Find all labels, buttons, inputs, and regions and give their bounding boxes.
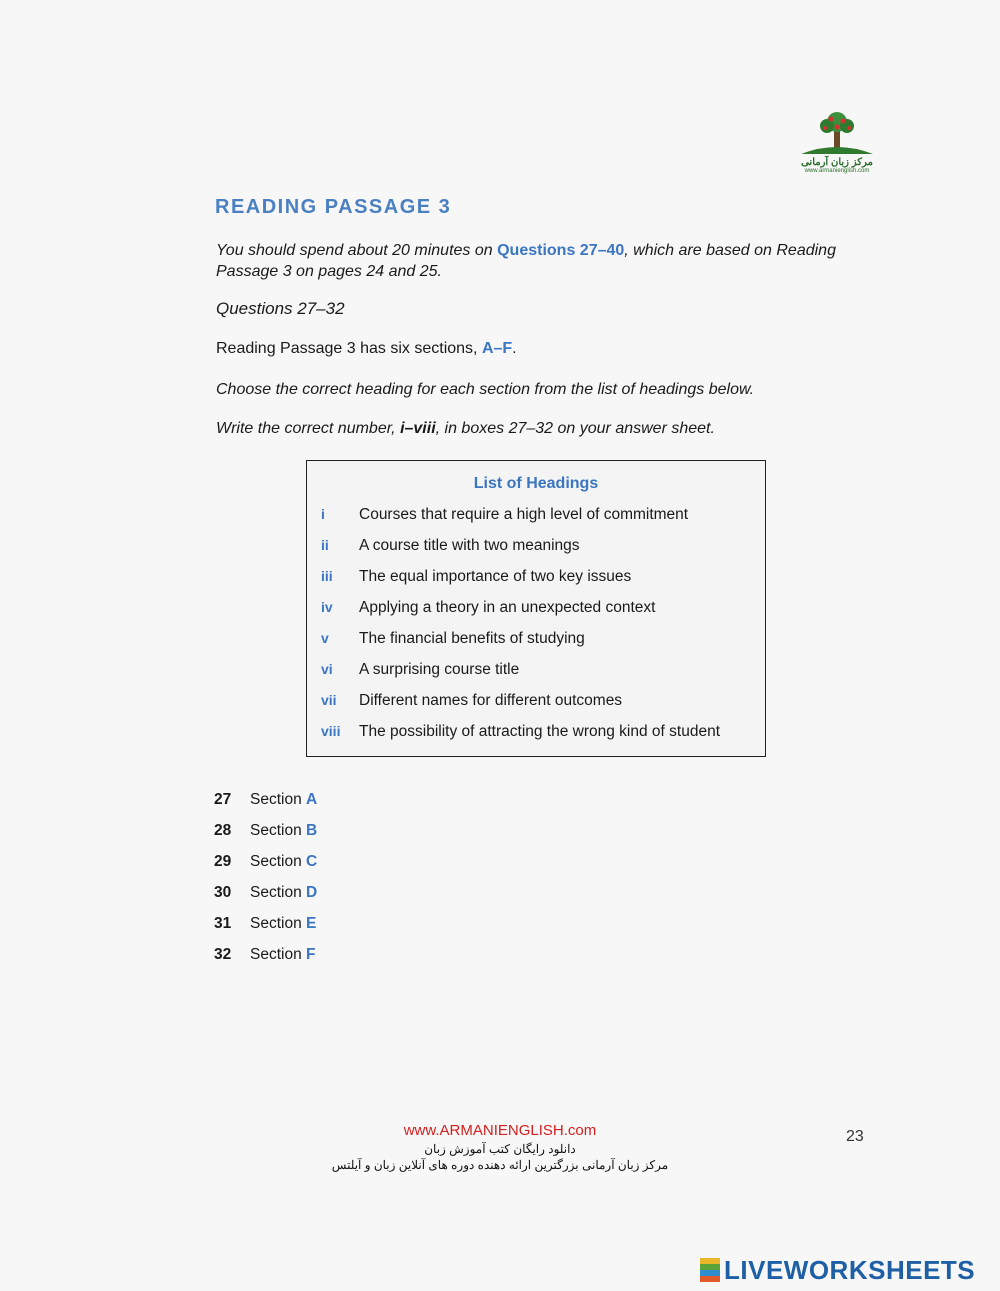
heading-num: iii: [321, 568, 333, 584]
heading-text: The equal importance of two key issues: [359, 568, 632, 585]
heading-text: Courses that require a high level of commitment: [359, 506, 689, 523]
tree-logo-icon: [797, 110, 877, 156]
heading-text: Different names for different outcomes: [359, 692, 623, 709]
question-letter: E: [306, 915, 317, 932]
intro-highlight: Questions 27–40: [497, 242, 625, 259]
intro-part2: , which are based on Reading Passage 3 on pages 24 and 25.: [216, 242, 836, 280]
question-letter: B: [306, 822, 318, 839]
passage-title: READING PASSAGE 3: [215, 196, 452, 218]
footer-url-link[interactable]: www.ARMANIENGLISH.com: [403, 1122, 597, 1139]
question-label: [250, 853, 317, 871]
question-label: [250, 822, 317, 840]
heading-num: v: [321, 630, 329, 646]
logo-name: مرکز زبان آرمانی: [801, 157, 873, 168]
heading-text: The possibility of attracting the wrong kind of student: [359, 723, 721, 740]
heading-text: The financial benefits of studying: [359, 630, 585, 647]
logo-url: www.armanienglish.com: [804, 168, 870, 174]
heading-item: [307, 661, 765, 685]
footer-line-1: دانلود رایگان کتب آموزش زبان: [424, 1142, 576, 1156]
brand-text: LIVEWORKSHEETS: [724, 1254, 976, 1285]
question-label: [250, 884, 317, 902]
heading-item: [307, 537, 765, 561]
question-letter: A: [306, 791, 318, 808]
question-letter: F: [306, 946, 316, 963]
question-number: 32: [214, 946, 232, 963]
intro-part1: You should spend about 20 minutes on: [216, 242, 498, 259]
question-label: [250, 791, 317, 809]
heading-num: i: [321, 506, 325, 522]
instruction-write: [216, 420, 715, 438]
sections-line: [216, 340, 517, 358]
heading-text: Applying a theory in an unexpected context: [359, 599, 656, 616]
question-label-text: Section: [250, 791, 302, 808]
heading-num: vii: [321, 692, 337, 708]
heading-item: [307, 599, 765, 623]
liveworksheets-brand: [700, 1255, 975, 1285]
question-label-text: Section: [250, 915, 302, 932]
heading-item: [307, 692, 765, 716]
heading-num: iv: [321, 599, 333, 615]
instruction-choose: Choose the correct heading for each section from the list of headings below.: [216, 381, 755, 398]
instruction-write-bold: i–viii: [400, 420, 436, 437]
question-number: 30: [214, 884, 232, 901]
heading-item: [307, 506, 765, 530]
heading-item: [307, 723, 765, 747]
instruction-write-part1: Write the correct number,: [216, 420, 401, 437]
question-label-text: Section: [250, 946, 302, 963]
sections-text: Reading Passage 3 has six sections,: [216, 340, 482, 357]
question-label-text: Section: [250, 822, 302, 839]
question-label-text: Section: [250, 884, 302, 901]
heading-num: ii: [321, 537, 329, 553]
heading-item: [307, 568, 765, 592]
liveworksheets-logo-icon: [700, 1258, 720, 1282]
heading-num: viii: [321, 723, 341, 739]
question-number: 28: [214, 822, 232, 839]
question-letter: D: [306, 884, 318, 901]
logo: [792, 110, 882, 190]
instruction-write-part2: , in boxes 27–32 on your answer sheet.: [435, 420, 715, 437]
headings-box: [306, 460, 766, 757]
footer-line-2: مرکز زبان آرمانی بزرگترین ارائه دهنده دوره های آنلاین زبان و آیلتس: [331, 1158, 669, 1172]
heading-num: vi: [321, 661, 333, 677]
heading-item: [307, 630, 765, 654]
question-number: 29: [214, 853, 232, 870]
sections-highlight: A–F: [481, 340, 513, 357]
page-number: 23: [846, 1128, 864, 1145]
question-number: 31: [214, 915, 232, 932]
questions-range: Questions 27–32: [216, 299, 345, 318]
heading-text: A course title with two meanings: [359, 537, 580, 554]
heading-text: A surprising course title: [359, 661, 520, 678]
question-label: [250, 915, 316, 933]
question-label: [250, 946, 315, 964]
sections-end: .: [512, 340, 517, 357]
headings-title: List of Headings: [473, 475, 599, 492]
question-letter: C: [306, 853, 318, 870]
question-number: 27: [214, 791, 232, 808]
intro-instruction: [216, 240, 866, 282]
question-label-text: Section: [250, 853, 302, 870]
